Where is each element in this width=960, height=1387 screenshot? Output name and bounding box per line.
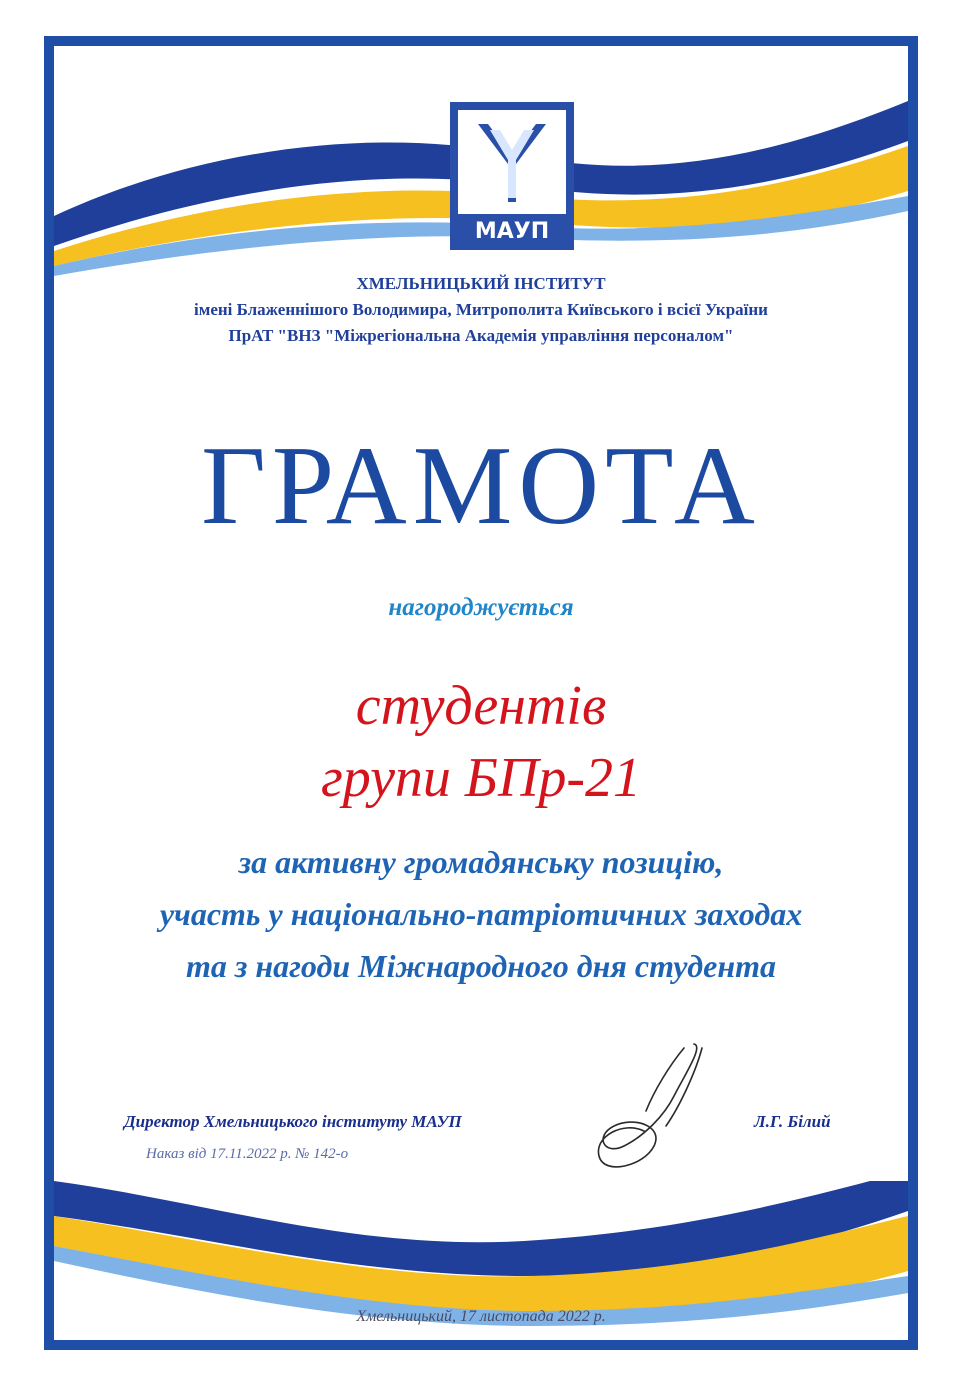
reason-line-1: за активну громадянську позицію, — [238, 844, 724, 880]
signatory-name: Л.Г. Білий — [754, 1112, 831, 1131]
handwritten-signature — [584, 1036, 744, 1186]
logo-text: МАУП — [474, 219, 550, 244]
recipient-line-2: групи БПр-21 — [320, 747, 642, 809]
place-and-date: Хмельницький, 17 листопада 2022 р. — [356, 1308, 606, 1325]
certificate-frame — [44, 36, 918, 1350]
institution-line-3: ПрАТ "ВНЗ "Міжрегіональна Академія управління персоналом" — [228, 326, 734, 345]
order-reference: Наказ від 17.11.2022 р. № 142-о — [146, 1146, 349, 1162]
maup-logo — [450, 102, 574, 250]
certificate-title: ГРАМОТА — [201, 424, 761, 548]
institution-line-2: імені Блаженнішого Володимира, Митрополита Київського і всієї України — [194, 300, 768, 319]
reason-line-2: участь у національно-патріотичних заходах — [159, 896, 803, 932]
recipient-line-1: студентів — [355, 675, 607, 737]
awarded-label: нагороджується — [388, 594, 574, 621]
signatory-position: Директор Хмельницького інституту МАУП — [124, 1112, 462, 1131]
institution-line-1: ХМЕЛЬНИЦЬКИЙ ІНСТИТУТ — [356, 274, 606, 293]
reason-line-3: та з нагоди Міжнародного дня студента — [185, 948, 777, 984]
